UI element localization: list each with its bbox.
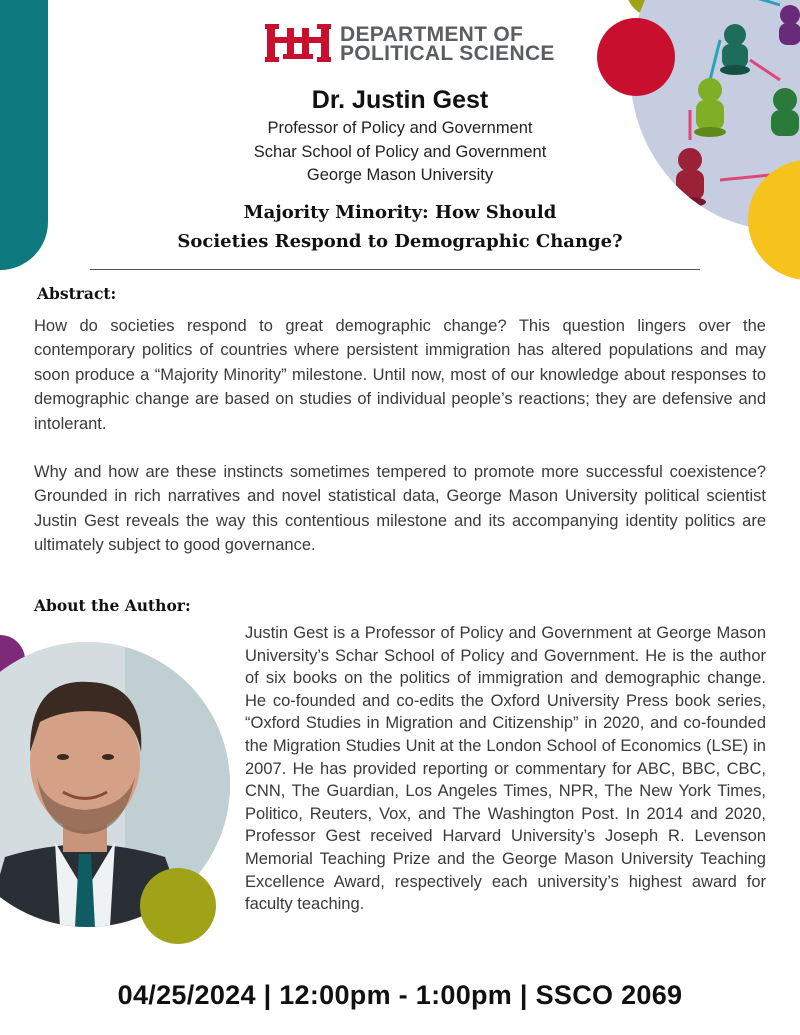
author-heading: About the Author: xyxy=(34,596,191,615)
abstract-paragraph-1: How do societies respond to great demographic change? This question lingers over the contemporary politics of countries where persistent immigration has altered populations and may soon produce a “Majority Minority” milestone. Until now, most of our knowledge about responses to demographic change are based on studies of individual people’s reactions; they are defensive and intolerant. xyxy=(34,317,766,433)
unm-logo xyxy=(265,22,331,64)
talk-title-line2: Societies Respond to Demographic Change? xyxy=(177,231,623,252)
speaker-affiliation-title: Professor of Policy and Government xyxy=(267,119,533,137)
department-line2: POLITICAL SCIENCE xyxy=(340,42,555,65)
department-name xyxy=(340,25,555,63)
author-bio: Justin Gest is a Professor of Policy and Government at George Mason University’s Schar School of Policy and Government. He is the author of six books on the politics of immigration and demographic change. He co-founded and co-edits the Oxford University Press book series, “Oxford Studies in Migration and Citizenship” in 2020, and co-founded the Migration Studies Unit at the London School of Economics (LSE) in 2007. He has provided reporting or commentary for ABC, BBC, CBC, CNN, The Guardian, Los Angeles Times, NPR, The New York Times, Politico, Reuters, Vox, and The Washington Post. In 2014 and 2020, Professor Gest received Harvard University’s Joseph R. Levenson Memorial Teaching Prize and the George Mason University Teaching Excellence Award, respectively each university’s highest award for faculty teaching. xyxy=(245,624,766,914)
speaker-affiliation-school: Schar School of Policy and Government xyxy=(253,143,547,161)
department-line1: DEPARTMENT OF xyxy=(340,23,524,46)
olive-decorative-circle-bottom xyxy=(140,868,216,944)
abstract-paragraph-2: Why and how are these instincts sometimes tempered to promote more successful coexistence? Grounded in rich narratives and novel statistical data, George Mason University political scientist Justin Gest reveals the way this contentious milestone and its accompanying identity politics are ultimately subject to good governance. xyxy=(34,463,766,555)
abstract-heading: Abstract: xyxy=(37,284,117,303)
event-details: 04/25/2024 | 12:00pm - 1:00pm | SSCO 2069 xyxy=(117,980,683,1010)
red-decorative-circle xyxy=(597,18,675,96)
speaker-name: Dr. Justin Gest xyxy=(311,86,489,114)
speaker-affiliation-university: George Mason University xyxy=(306,166,494,184)
divider xyxy=(90,269,700,270)
talk-title-line1: Majority Minority: How Should xyxy=(243,202,557,223)
